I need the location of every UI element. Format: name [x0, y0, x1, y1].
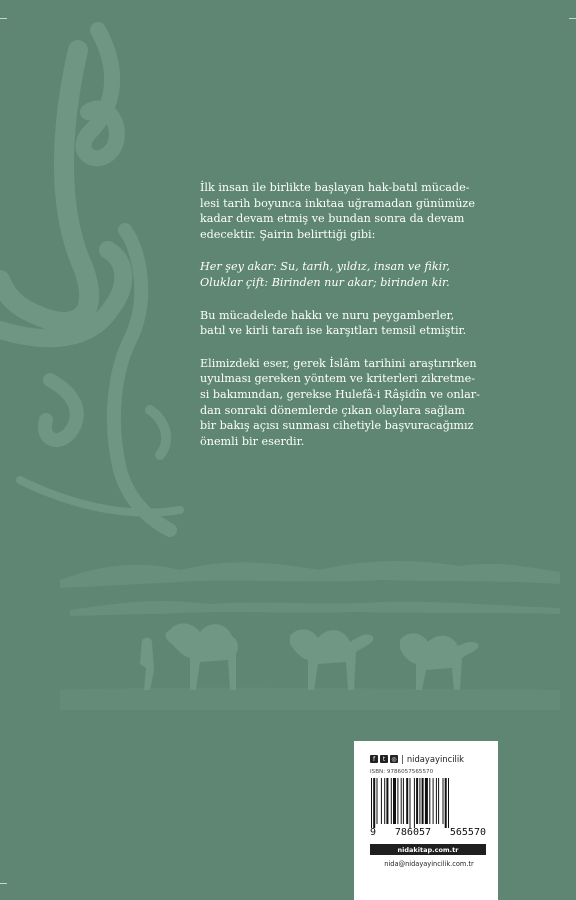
text-line: edecektir. Şairin belirttiği gibi: [200, 227, 376, 241]
isbn-barcode [370, 778, 486, 828]
text-line: kadar devam etmiş ve bundan sonra da devam [200, 212, 465, 226]
social-handle: nidayayincilik [406, 754, 465, 764]
text-line: Bu mücadelede hakkı ve nuru peygamberler, [200, 308, 455, 322]
isbn-label: ISBN: 9786057565570 [370, 769, 434, 775]
crop-mark [0, 18, 7, 19]
twitter-icon: t [380, 755, 388, 763]
text-line: uyulması gereken yöntem ve kriterleri zikretme- [200, 372, 475, 386]
blurb-paragraph-1 [200, 180, 500, 242]
poem-line: Her şey akar: Su, tarih, yıldız, insan ve fikir, [200, 260, 450, 274]
poem-quote [200, 259, 500, 290]
barcode-digit-group: 786057 [394, 827, 432, 838]
instagram-icon: ◎ [391, 755, 397, 763]
blurb-paragraph-2 [200, 308, 500, 339]
social-media-row [370, 753, 464, 765]
caravan-landscape-illustration [60, 540, 560, 710]
text-line: Elimizdeki eser, gerek İslâm tarihini araştırırken [200, 356, 477, 370]
text-line: batıl ve kirli tarafı ise karşıtları temsil etmiştir. [200, 324, 467, 338]
poem-line: Oluklar çift: Birinden nur akar; birinden kir. [200, 275, 450, 289]
crop-mark [569, 18, 576, 19]
website-label: nidakitap.com.tr [370, 844, 486, 855]
facebook-icon: f [370, 755, 378, 763]
barcode-digits [370, 827, 486, 838]
barcode-digit-group: 9 [370, 827, 377, 838]
barcode-digit-group: 565570 [449, 827, 486, 838]
crop-mark [0, 883, 7, 884]
email-address: nida@nidayayincilik.com.tr [384, 860, 474, 868]
barcode-panel [354, 741, 498, 900]
divider: | [401, 754, 404, 764]
back-cover-blurb [200, 180, 500, 466]
blurb-paragraph-3 [200, 356, 500, 450]
text-line: bir bakış açısı sunması cihetiyle başvuracağımız [200, 419, 474, 433]
text-line: lesi tarih boyunca inkıtaa uğramadan günümüze [200, 196, 475, 210]
text-line: İlk insan ile birlikte başlayan hak-batıl mücade- [200, 181, 470, 194]
text-line: önemli bir eserdir. [200, 434, 305, 448]
text-line: si bakımından, gerekse Hulefâ-i Râşidîn ve onlar- [200, 387, 480, 401]
text-line: dan sonraki dönemlerde çıkan olaylara sağlam [200, 403, 466, 417]
